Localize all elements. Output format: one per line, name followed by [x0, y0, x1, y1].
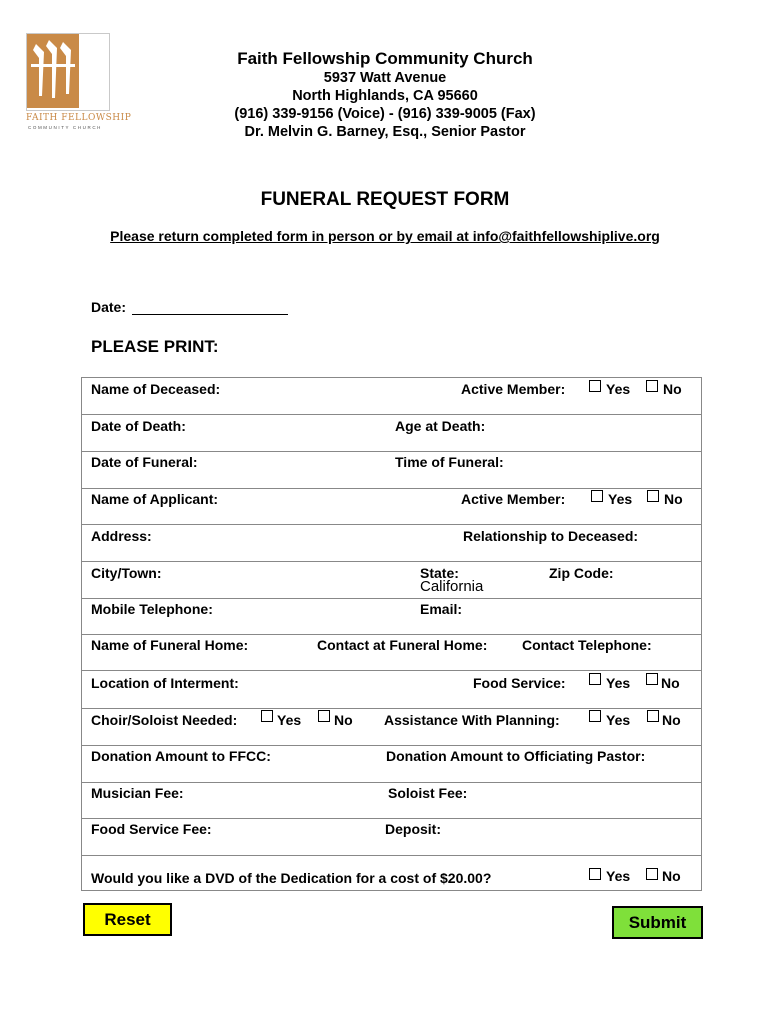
time-of-funeral-label: Time of Funeral:: [395, 454, 504, 470]
address-label: Address:: [91, 528, 152, 544]
church-name: Faith Fellowship Community Church: [237, 49, 533, 68]
please-print-heading: PLEASE PRINT:: [91, 337, 219, 356]
logo-subtitle: COMMUNITY CHURCH: [28, 125, 103, 130]
deceased-active-member-label: Active Member:: [461, 381, 566, 397]
row-divider: [81, 561, 702, 562]
senior-pastor: Dr. Melvin G. Barney, Esq., Senior Pastor: [244, 124, 526, 140]
logo-name: FAITH FELLOWSHIP: [26, 113, 132, 123]
funeral-home-label: Name of Funeral Home:: [91, 637, 249, 653]
applicant-active-member-label: Active Member:: [461, 491, 566, 507]
row-divider: [81, 414, 702, 415]
deceased-member-no-checkbox[interactable]: [646, 380, 658, 392]
no-label: No: [334, 712, 353, 728]
food-service-no-checkbox[interactable]: [646, 673, 658, 685]
no-label: No: [661, 675, 680, 691]
no-label: No: [664, 491, 683, 507]
yes-label: Yes: [608, 491, 633, 507]
yes-label: Yes: [606, 675, 631, 691]
no-label: No: [662, 712, 681, 728]
address-street: 5937 Watt Avenue: [323, 70, 447, 86]
state-label: State:: [420, 565, 459, 581]
row-divider: [81, 745, 702, 746]
food-service-yes-checkbox[interactable]: [589, 673, 601, 685]
row-divider: [81, 855, 702, 856]
date-of-funeral-label: Date of Funeral:: [91, 454, 198, 470]
name-of-applicant-label: Name of Applicant:: [91, 491, 219, 507]
date-of-death-label: Date of Death:: [91, 418, 186, 434]
assistance-planning-label: Assistance With Planning:: [384, 712, 560, 728]
name-of-deceased-label: Name of Deceased:: [91, 381, 221, 397]
reset-button[interactable]: Reset: [83, 903, 172, 936]
applicant-member-no-checkbox[interactable]: [647, 490, 659, 502]
submit-button[interactable]: Submit: [612, 906, 703, 939]
row-divider: [81, 524, 702, 525]
no-label: No: [663, 381, 682, 397]
dvd-no-checkbox[interactable]: [646, 868, 658, 880]
donation-ffcc-label: Donation Amount to FFCC:: [91, 748, 271, 764]
yes-label: Yes: [606, 381, 631, 397]
row-divider: [81, 670, 702, 671]
row-divider: [81, 451, 702, 452]
yes-label: Yes: [277, 712, 302, 728]
food-service-label: Food Service:: [473, 675, 566, 691]
location-of-interment-label: Location of Interment:: [91, 675, 239, 691]
email-label: Email:: [420, 601, 463, 617]
yes-label: Yes: [606, 868, 631, 884]
choir-yes-checkbox[interactable]: [261, 710, 273, 722]
address-city: North Highlands, CA 95660: [292, 88, 478, 104]
applicant-member-yes-checkbox[interactable]: [591, 490, 603, 502]
contact-telephone-label: Contact Telephone:: [522, 637, 652, 653]
form-instructions: Please return completed form in person or by email at info@faithfellowshiplive.org: [110, 228, 660, 244]
soloist-fee-label: Soloist Fee:: [388, 785, 468, 801]
state-value[interactable]: California: [420, 578, 484, 595]
row-divider: [81, 634, 702, 635]
form-title: FUNERAL REQUEST FORM: [260, 189, 510, 210]
yes-label: Yes: [606, 712, 631, 728]
assistance-yes-checkbox[interactable]: [589, 710, 601, 722]
choir-soloist-label: Choir/Soloist Needed:: [91, 712, 238, 728]
assistance-no-checkbox[interactable]: [647, 710, 659, 722]
age-at-death-label: Age at Death:: [395, 418, 486, 434]
musician-fee-label: Musician Fee:: [91, 785, 184, 801]
food-service-fee-label: Food Service Fee:: [91, 821, 212, 837]
row-divider: [81, 598, 702, 599]
dvd-question: Would you like a DVD of the Dedication for a cost of $20.00?: [91, 870, 492, 886]
row-divider: [81, 488, 702, 489]
date-label: Date:: [91, 299, 127, 315]
deceased-member-yes-checkbox[interactable]: [589, 380, 601, 392]
row-divider: [81, 782, 702, 783]
choir-no-checkbox[interactable]: [318, 710, 330, 722]
relationship-label: Relationship to Deceased:: [463, 528, 639, 544]
contact-funeral-home-label: Contact at Funeral Home:: [317, 637, 488, 653]
zip-code-label: Zip Code:: [549, 565, 614, 581]
phone-fax: (916) 339-9156 (Voice) - (916) 339-9005 (Fax): [234, 106, 536, 122]
deposit-label: Deposit:: [385, 821, 441, 837]
row-divider: [81, 708, 702, 709]
no-label: No: [662, 868, 681, 884]
mobile-telephone-label: Mobile Telephone:: [91, 601, 213, 617]
row-divider: [81, 818, 702, 819]
city-town-label: City/Town:: [91, 565, 162, 581]
date-field[interactable]: [132, 314, 288, 315]
donation-pastor-label: Donation Amount to Officiating Pastor:: [386, 748, 646, 764]
dvd-yes-checkbox[interactable]: [589, 868, 601, 880]
